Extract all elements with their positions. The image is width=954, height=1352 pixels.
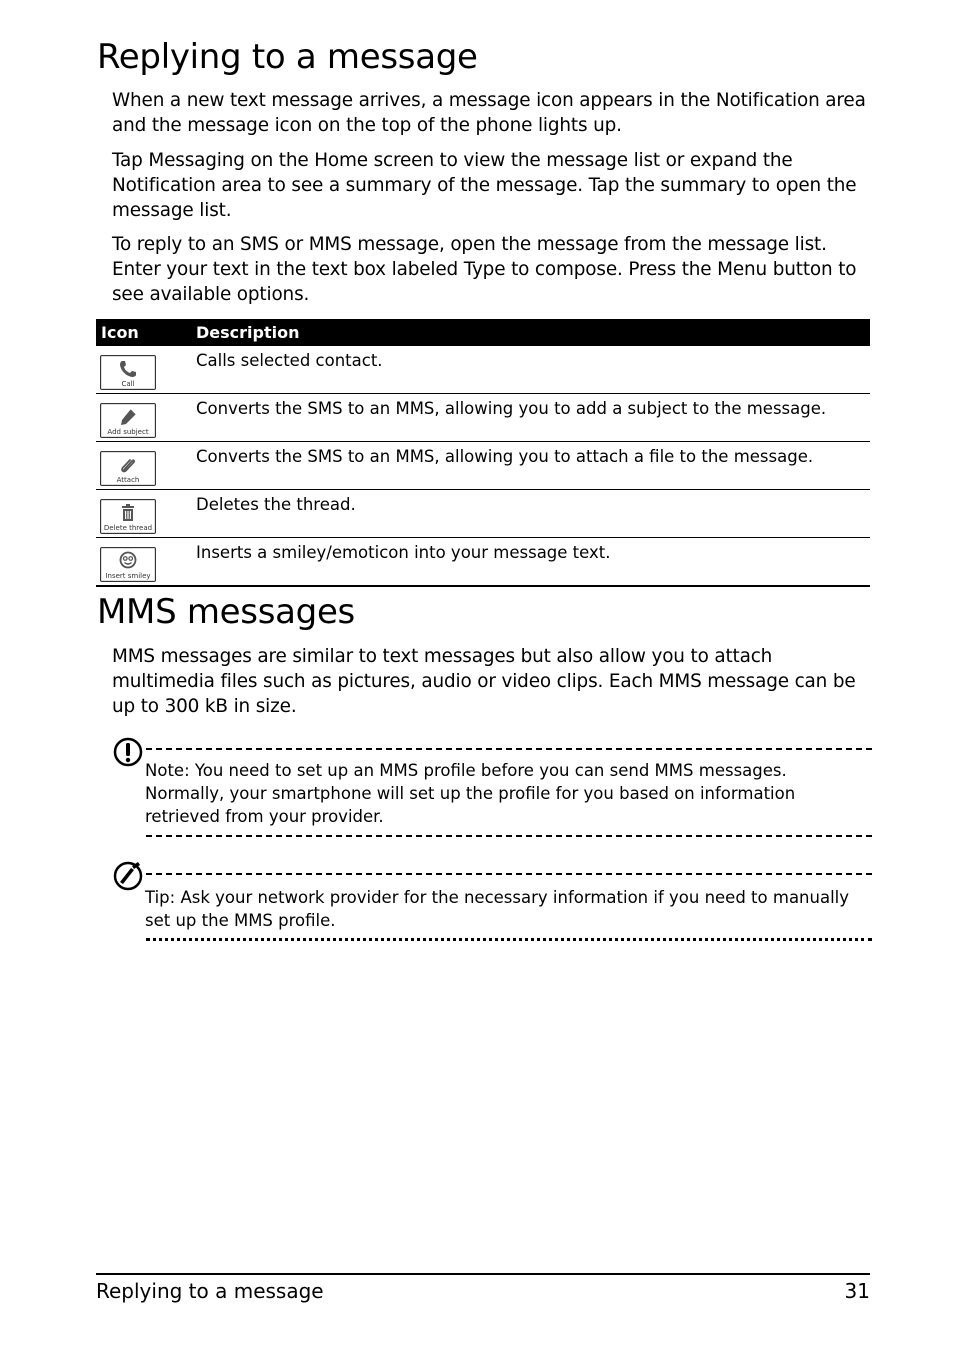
row-description: Calls selected contact.: [196, 351, 383, 370]
text-run: : You need to set up an MMS profile before you can send MMS messages. Normally, your smartphone will set up the profile for you based on information retrieved from your provider.: [145, 761, 796, 826]
note-text: [145, 759, 870, 828]
text-run: : Ask your network provider for the necessary information if you need to manually set up the MMS profile.: [145, 888, 850, 930]
text-run: To reply to an SMS or MMS message, open the message from the message list. Enter your text in the text box labeled: [112, 234, 827, 280]
tip-icon: [112, 860, 144, 892]
icon-caption: Attach: [116, 476, 140, 484]
paperclip-icon: [118, 455, 138, 475]
text-run: Tap: [112, 150, 149, 171]
add-subject-button-image: [100, 403, 156, 438]
text-run: on the Home screen to view the message list or expand the Notification area to see a summary of the message. Tap the summary to open the message list.: [112, 150, 857, 221]
trash-icon: [118, 503, 138, 523]
icon-caption: Insert smiley: [105, 572, 151, 580]
table-row: [96, 442, 870, 490]
section-title-mms: MMS messages: [97, 592, 355, 632]
icon-caption: Call: [121, 380, 135, 388]
row-description: Deletes the thread.: [196, 495, 356, 514]
row-description: Converts the SMS to an MMS, allowing you to add a subject to the message.: [196, 399, 827, 418]
icon-caption: Delete thread: [103, 524, 153, 532]
note-label: Note: [145, 761, 185, 780]
note-bottom-rule: [146, 835, 872, 837]
footer-rule: [96, 1273, 870, 1275]
pencil-icon: [118, 407, 138, 427]
row-description: Inserts a smiley/emoticon into your message text.: [196, 543, 611, 562]
call-button-image: [100, 355, 156, 390]
note-callout: [112, 736, 872, 840]
paragraph-mms: MMS messages are similar to text messages but also allow you to attach multimedia files such as pictures, audio or video clips. Each MMS message can be up to 300 kB in size.: [112, 646, 856, 717]
tip-bottom-rule: [146, 938, 872, 941]
ui-term-type-to-compose: Type to compose: [463, 259, 617, 280]
page-number: 31: [844, 1279, 870, 1303]
column-header-icon: Icon: [101, 323, 139, 342]
note-top-rule: [146, 748, 872, 750]
exclamation-icon: [112, 736, 144, 768]
text-run: . Press the Menu button to see available options.: [112, 259, 857, 305]
table-row: [96, 490, 870, 538]
smiley-icon: [118, 551, 138, 571]
table-row: [96, 394, 870, 442]
paragraph-reply: [112, 232, 872, 307]
icon-caption: Add subject: [107, 428, 149, 436]
tip-top-rule: [146, 873, 872, 875]
phone-icon: [118, 359, 138, 379]
insert-smiley-button-image: [100, 547, 156, 582]
column-header-description: Description: [196, 323, 300, 342]
paragraph-new-message: When a new text message arrives, a message icon appears in the Notification area and the message icon on the top of the phone lights up.: [112, 90, 866, 136]
attach-button-image: [100, 451, 156, 486]
table-row: [96, 346, 870, 394]
row-description: Converts the SMS to an MMS, allowing you to attach a file to the message.: [196, 447, 814, 466]
section-title-replying: Replying to a message: [97, 37, 478, 77]
tip-text: [145, 886, 870, 932]
delete-thread-button-image: [100, 499, 156, 534]
footer-section-name: Replying to a message: [96, 1279, 324, 1303]
table-header: [96, 319, 870, 346]
tip-callout: [112, 860, 872, 944]
ui-term-messaging: Messaging: [148, 150, 245, 171]
tip-label: Tip: [145, 888, 170, 907]
table-row: [96, 538, 870, 587]
paragraph-tap-messaging: [112, 148, 872, 223]
icon-table: [96, 319, 870, 587]
